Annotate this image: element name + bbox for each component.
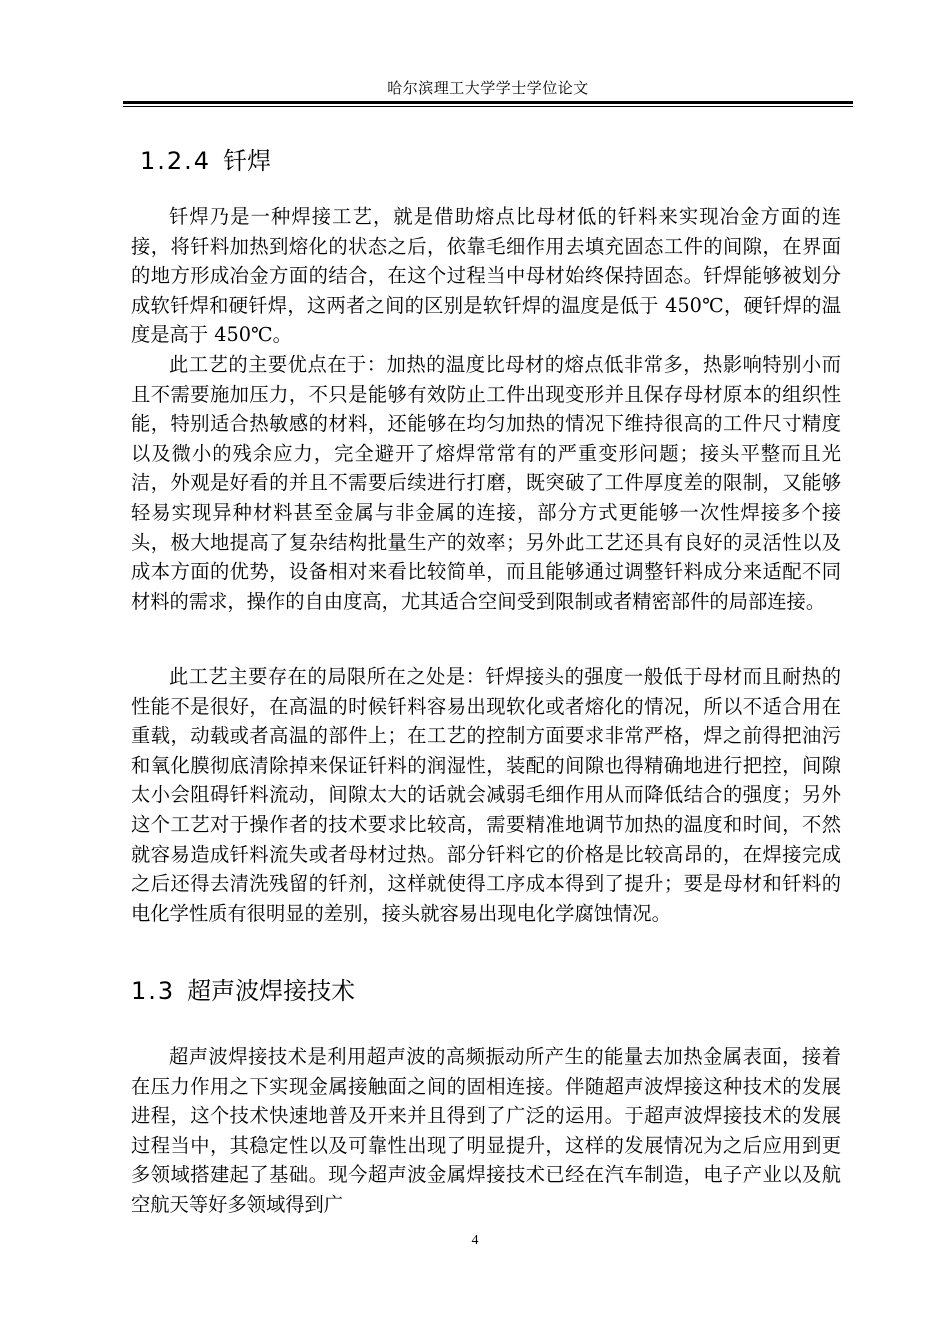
paragraph-brazing-definition: 钎焊乃是一种焊接工艺，就是借助熔点比母材低的钎料来实现冶金方面的连接，将钎料加热到熔化的状态之后，依靠毛细作用去填充固态工件的间隙，在界面的地方形成冶金方面的结合，在这个过程当中母材始终保持固态。钎焊能够被划分成软钎焊和硬钎焊，这两者之间的区别是软钎焊的温度是低于 450℃，硬钎焊的温度是高于 450℃。	[131, 205, 841, 347]
paragraph-ultrasonic-welding: 超声波焊接技术是利用超声波的高频振动所产生的能量去加热金属表面，接着在压力作用之下实现金属接触面之间的固相连接。伴随超声波焊接这种技术的发展进程，这个技术快速地普及开来并且得到了广泛的运用。于超声波焊接技术的发展过程当中，其稳定性以及可靠性出现了明显提升，这样的发展情况为之后应用到更多领域搭建起了基础。现今超声波金属焊接技术已经在汽车制造，电子产业以及航空航天等好多领域得到广	[131, 1045, 841, 1216]
section-heading-1-3	[131, 976, 355, 1006]
header-rule-thick	[123, 101, 853, 104]
running-header: 哈尔滨理工大学学士学位论文	[387, 79, 589, 97]
section-number: 1.3	[131, 977, 176, 1005]
paragraph-brazing-advantages: 此工艺的主要优点在于：加热的温度比母材的熔点低非常多，热影响特别小而且不需要施加压力，不只是能够有效防止工件出现变形并且保存母材原本的组织性能，特别适合热敏感的材料，还能够在均匀加热的情况下维持很高的工件尺寸精度以及微小的残余应力，完全避开了熔焊常常有的严重变形问题；接头平整而且光洁，外观是好看的并且不需要后续进行打磨，既突破了工件厚度差的限制，又能够轻易实现异种材料甚至金属与非金属的连接，部分方式更能够一次性焊接多个接头，极大地提高了复杂结构批量生产的效率；另外此工艺还具有良好的灵活性以及成本方面的优势，设备相对来看比较简单，而且能够通过调整钎料成分来适配不同材料的需求，操作的自由度高，尤其适合空间受到限制或者精密部件的局部连接。	[131, 353, 841, 613]
paragraph-brazing-limitations: 此工艺主要存在的局限所在之处是：钎焊接头的强度一般低于母材而且耐热的性能不是很好，在高温的时候钎料容易出现软化或者熔化的情况，所以不适合用在重载，动载或者高温的部件上；在工艺的控制方面要求非常严格，焊之前得把油污和氧化膜彻底清除掉来保证钎料的润湿性，装配的间隙也得精确地进行把控，间隙太小会阻碍钎料流动，间隙太大的话就会减弱毛细作用从而降低结合的强度；另外这个工艺对于操作者的技术要求比较高，需要精准地调节加热的温度和时间，不然就容易造成钎料流失或者母材过热。部分钎料它的价格是比较高昂的，在焊接完成之后还得去清洗残留的钎剂，这样就使得工序成本得到了提升；要是母材和钎料的电化学性质有很明显的差别，接头就容易出现电化学腐蚀情况。	[131, 665, 841, 925]
section-number: 1.2.4	[140, 147, 212, 175]
section-heading-1-2-4	[140, 146, 271, 176]
section-title: 钎焊	[223, 147, 272, 175]
header-rule-thin	[123, 106, 853, 107]
section-title: 超声波焊接技术	[187, 977, 356, 1005]
page-number: 4	[471, 1233, 479, 1248]
